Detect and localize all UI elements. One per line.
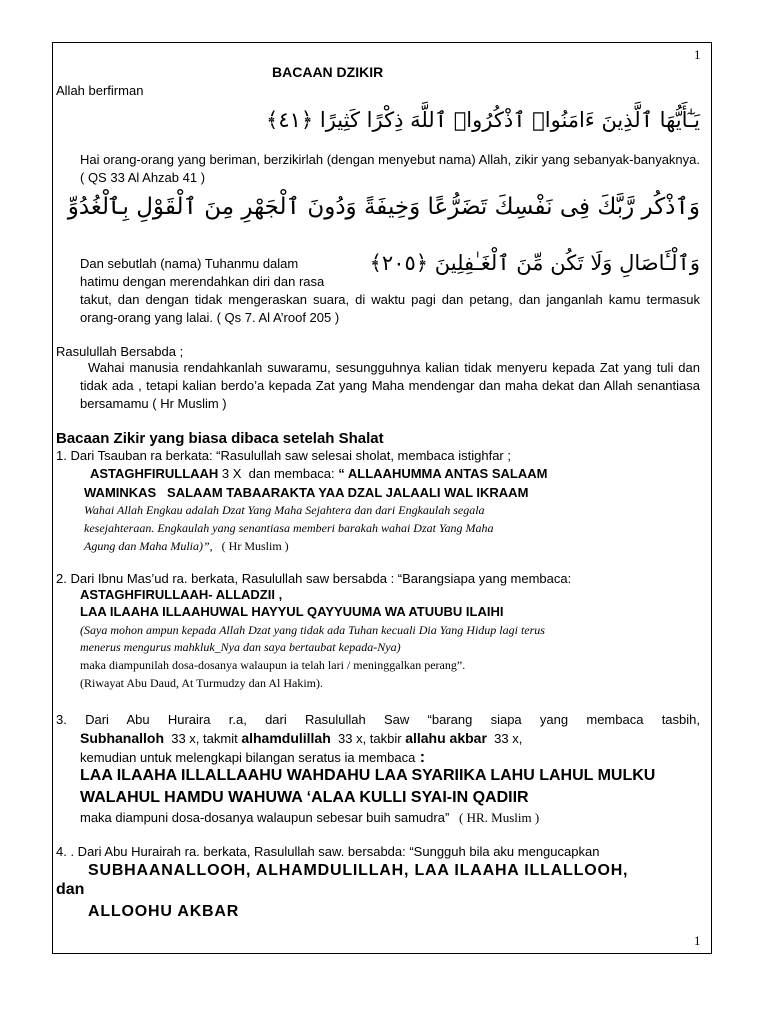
item4-bold-line2: dan — [56, 881, 85, 898]
hadith-text: Wahai manusia rendahkanlah suwaramu, sesungguhnya kalian tidak menyeru kepada Zat yang tuli dan tidak ada , tetapi kalian berdo’a kepada Zat yang Maha mendengar dan maha dekat dan Allah senantiasa bersamamu ( Hr Muslim ) — [80, 360, 700, 411]
item3-alhamdulillah: alhamdulillah — [241, 730, 331, 746]
item1-intro: 1. Dari Tsauban ra berkata: “Rasulullah saw selesai sholat, membaca istighfar ; — [56, 448, 511, 463]
item1-translation-line2: kesejahteraan. Engkaulah yang senantiasa memberi barakah wahai Dzat Yang Maha — [84, 521, 494, 535]
verse2-arabic-line1: وَٱذْكُر رَّبَّكَ فِى نَفْسِكَ تَضَرُّعًا وَخِيفَةً وَدُونَ ٱلْجَهْرِ مِنَ ٱلْقَوْلِ بِٱلْغُدُوِّ — [67, 194, 700, 220]
hadith-intro: Rasulullah Bersabda ; — [56, 344, 184, 359]
intro-allah-berfirman: Allah berfirman — [56, 83, 144, 98]
item3-source: ( HR. Muslim ) — [449, 810, 540, 825]
item3-count: 33 x, — [486, 731, 523, 746]
page-title: BACAAN DZIKIR — [272, 64, 384, 80]
item3-colon: : — [415, 749, 426, 766]
item3-tahlil-line2: WALAHUL HAMDU WAHUWA ‘ALAA KULLI SYAI-IN QADIIR — [80, 789, 529, 806]
item1-dzikir-line: WAMINKAS SALAAM TABAARAKTA YAA DZAL JALAALI WAL IKRAAM — [84, 485, 529, 500]
item2-intro: 2. Dari Ibnu Mas’ud ra. berkata, Rasulullah saw bersabda : “Barangsiapa yang membaca: — [56, 571, 572, 586]
item1-translation-line3 — [84, 539, 289, 554]
item3-last-text: maka diampuni dosa-dosanya walaupun sebesar buih samudra” — [80, 810, 450, 825]
item2-translation-line2: menerus mengurus mahkluk_Nya dan saya bertaubat kepada-Nya) — [80, 640, 401, 654]
item2-bold-line1: ASTAGHFIRULLAAH- ALLADZII , — [80, 587, 283, 602]
verse2-translation-rest: takut, dan dengan tidak mengeraskan suara, di waktu pagi dan petang, dan janganlah kamu termasuk orang-orang yang lalai. ( Qs 7. Al A’roof 205 ) — [80, 292, 700, 325]
item1-source: ( Hr Muslim ) — [212, 539, 289, 553]
page-number-top: 1 — [694, 47, 701, 62]
item1-mid-text: 3 X dan membaca: — [218, 466, 339, 481]
item1-allaahumma: “ ALLAAHUMMA ANTAS SALAAM — [338, 466, 548, 481]
item3-allahu-akbar: allahu akbar — [405, 730, 487, 746]
item2-translation-line1: (Saya mohon ampun kepada Allah Dzat yang tidak ada Tuhan kecuali Dia Yang Hidup lagi terus — [80, 623, 545, 637]
page-number-bottom: 1 — [694, 933, 701, 948]
verse1-arabic: يَـٰٓأَيُّهَا ٱلَّذِينَ ءَامَنُوا۟ ٱذْكُرُوا۟ ٱللَّهَ ذِكْرًا كَثِيرًا ﴿٤١﴾ — [266, 108, 700, 132]
section-heading: Bacaan Zikir yang biasa dibaca setelah Shalat — [56, 430, 384, 447]
item2-source: (Riwayat Abu Daud, At Turmudzy dan Al Hakim). — [80, 676, 323, 690]
item3-takmit: 33 x, takmit — [164, 731, 242, 746]
item3-line2 — [80, 730, 522, 746]
item4-bold-line1: SUBHAANALLOOH, ALHAMDULILLAH, LAA ILAAHA ILLALLOOH, — [88, 862, 629, 879]
item3-subhanalloh: Subhanalloh — [80, 730, 164, 746]
item4-bold-line3: ALLOOHU AKBAR — [88, 903, 240, 920]
item3-line3 — [80, 749, 425, 767]
item3-tahlil-line1: LAA ILAAHA ILLALLAAHU WAHDAHU LAA SYARIIKA LAHU LAHUL MULKU — [80, 767, 656, 784]
item3-line3-text: kemudian untuk melengkapi bilangan seratus ia membaca — [80, 750, 416, 765]
item3-last-line — [80, 810, 539, 826]
item4-intro: 4. . Dari Abu Hurairah ra. berkata, Rasulullah saw. bersabda: “Sungguh bila aku mengucapkan — [56, 844, 600, 859]
verse2-arabic-line2: وَٱلْـَٔاصَالِ وَلَا تَكُن مِّنَ ٱلْغَـٰفِلِينَ ﴿٢٠٥﴾ — [369, 251, 700, 275]
item2-line3: maka diampunilah dosa-dosanya walaupun ia telah lari / meninggalkan perang”. — [80, 658, 466, 672]
item3-intro: 3. Dari Abu Huraira r.a, dari Rasulullah Saw “barang siapa yang membaca tasbih, — [56, 712, 700, 727]
item2-bold-line2: LAA ILAAHA ILLAAHUWAL HAYYUL QAYYUUMA WA ATUUBU ILAIHI — [80, 604, 504, 619]
verse2-translation-line2: hatimu dengan merendahkan diri dan rasa — [80, 274, 325, 289]
item1-line2 — [90, 466, 547, 481]
verse1-translation: Hai orang-orang yang beriman, berzikirlah (dengan menyebut nama) Allah, zikir yang sebanyak-banyaknya. ( QS 33 Al Ahzab 41 ) — [80, 152, 700, 185]
item1-translation-line1: Wahai Allah Engkau adalah Dzat Yang Maha Sejahtera dan dari Engkaulah segala — [84, 503, 485, 517]
item1-translation-end: Agung dan Maha Mulia)”, — [84, 539, 213, 553]
item3-takbir: 33 x, takbir — [330, 731, 406, 746]
verse2-translation-line1: Dan sebutlah (nama) Tuhanmu dalam — [80, 256, 299, 271]
item1-astaghfirullah: ASTAGHFIRULLAAH — [90, 466, 219, 481]
